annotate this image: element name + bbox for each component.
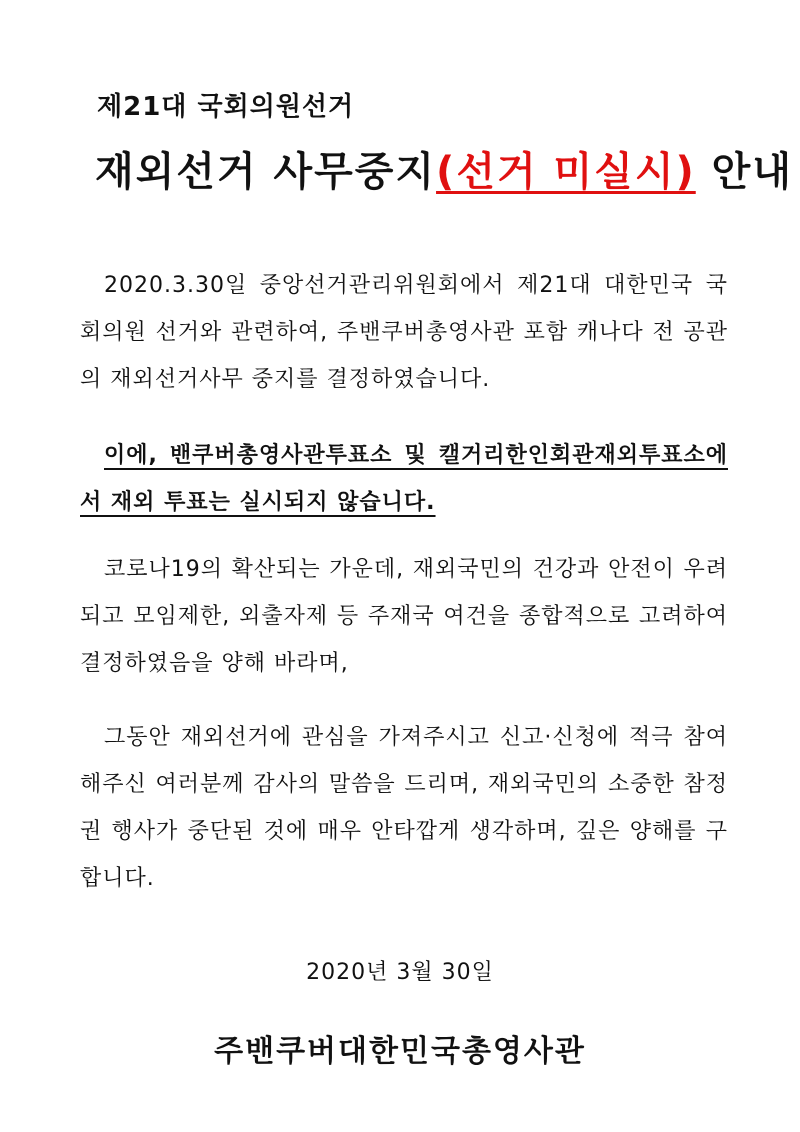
title-prefix: 재외선거 사무중지 <box>95 149 437 195</box>
paragraph-no-voting <box>80 432 728 526</box>
paragraph-thanks <box>80 714 728 902</box>
paragraph-decision <box>80 262 728 403</box>
sender-name: 주밴쿠버대한민국총영사관 <box>214 1034 586 1069</box>
title-highlight: (선거 미실시) <box>436 149 696 195</box>
paragraph-reason-text: 코로나19의 확산되는 가운데, 재외국민의 건강과 안전이 우려되고 모임제한, 외출자제 등 주재국 여건을 종합적으로 고려하여 결정하였음을 양해 바라며, <box>80 557 728 676</box>
paragraph-thanks-text: 그동안 재외선거에 관심을 가져주시고 신고·신청에 적극 참여해주신 여러분께 감사의 말씀을 드리며, 재외국민의 소중한 참정권 행사가 중단된 것에 매우 안타깝게 생각하며, 깊은 양해를 구합니다. <box>80 725 728 891</box>
paragraph-decision-text: 2020.3.30일 중앙선거관리위원회에서 제21대 대한민국 국회의원 선거와 관련하여, 주밴쿠버총영사관 포함 캐나다 전 공관의 재외선거사무 중지를 결정하였습니다. <box>80 273 728 392</box>
paragraph-no-voting-text: 이에, 밴쿠버총영사관투표소 및 캘거리한인회관재외투표소에서 재외 투표는 실시되지 않습니다. <box>80 443 728 515</box>
paragraph-reason <box>80 546 728 687</box>
notice-title <box>95 140 793 197</box>
election-subtitle: 제21대 국회의원선거 <box>97 92 355 122</box>
notice-date: 2020년 3월 30일 <box>306 960 494 985</box>
title-suffix: 안내 <box>695 149 793 195</box>
